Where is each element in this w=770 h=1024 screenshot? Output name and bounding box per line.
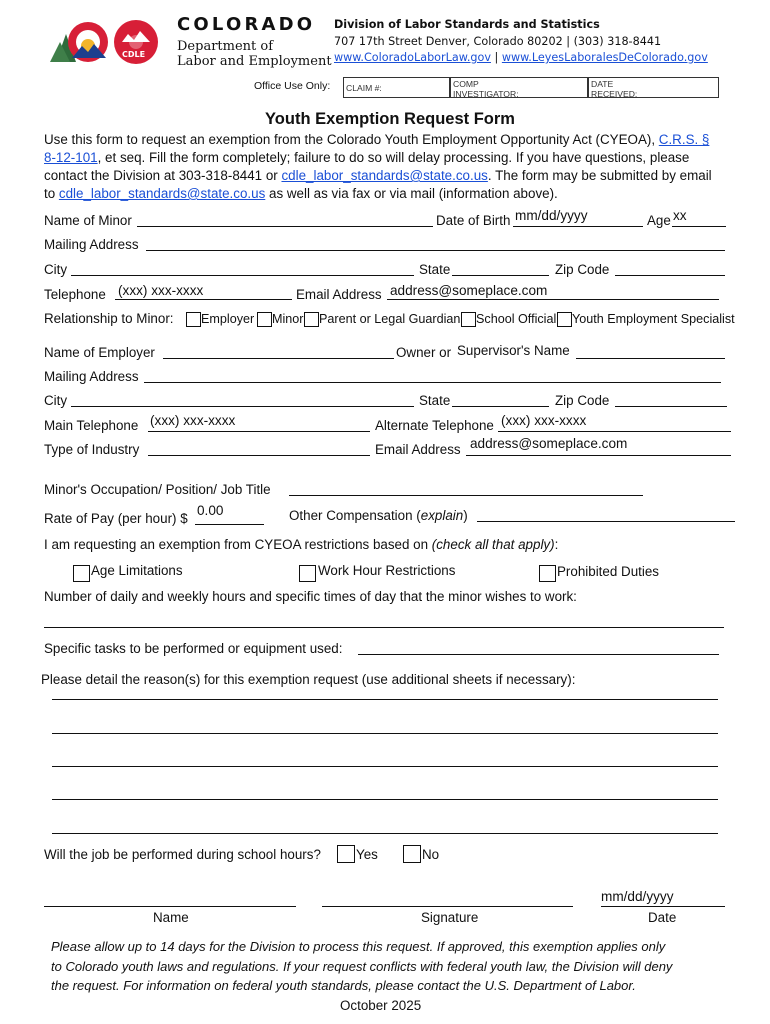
- cdle-logo-text: CDLE: [122, 50, 146, 59]
- relationship-school-checkbox[interactable]: [461, 312, 476, 327]
- processing-note-line-3: the request. For information on federal youth standards, please contact the U.S. Department of Labor.: [51, 978, 636, 993]
- pay-label: Rate of Pay (per hour) $: [44, 511, 188, 526]
- school-hours-no-label: No: [422, 847, 440, 862]
- brand-name: COLORADO: [177, 14, 316, 35]
- minor-phone-field[interactable]: [115, 299, 292, 300]
- minor-email-value[interactable]: address@someplace.com: [390, 283, 548, 298]
- signature-date-value[interactable]: mm/dd/yyyy: [601, 889, 674, 904]
- processing-note: [51, 937, 751, 996]
- received-label: RECEIVED:: [591, 89, 638, 99]
- detail-line-2[interactable]: [52, 733, 718, 734]
- relationship-parent-label: Parent or Legal Guardian: [319, 312, 461, 326]
- comp-investigator-box[interactable]: [450, 77, 588, 98]
- detail-line-4[interactable]: [52, 799, 718, 800]
- work-hours-checkbox[interactable]: [299, 565, 316, 582]
- age-value[interactable]: xx: [673, 208, 687, 223]
- school-hours-no-checkbox[interactable]: [403, 845, 421, 863]
- supervisor-field[interactable]: [576, 358, 725, 359]
- hours-label: Number of daily and weekly hours and specific times of day that the minor wishes to work:: [44, 589, 577, 604]
- minor-name-field[interactable]: [137, 226, 433, 227]
- school-hours-yes-checkbox[interactable]: [337, 845, 355, 863]
- detail-label: Please detail the reason(s) for this exemption request (use additional sheets if necessary):: [41, 672, 576, 687]
- owner-label: Owner or: [396, 345, 452, 360]
- school-hours-label: Will the job be performed during school hours?: [44, 847, 321, 862]
- pay-field[interactable]: [195, 524, 264, 525]
- department-line-2: Labor and Employment: [177, 54, 332, 69]
- other-comp-field[interactable]: [477, 521, 735, 522]
- industry-field[interactable]: [148, 455, 370, 456]
- intro-line-2: 8-12-101, et seq. Fill the form completely; failure to do so will delay processing. If you have questions, please: [44, 150, 690, 165]
- crs-link-cont[interactable]: 8-12-101: [44, 150, 98, 165]
- investigator-label: INVESTIGATOR:: [453, 89, 519, 99]
- main-phone-label: Main Telephone: [44, 418, 139, 433]
- date-signature-line[interactable]: [601, 906, 725, 907]
- claim-number-label: CLAIM #:: [346, 83, 382, 93]
- date-received-box[interactable]: [588, 77, 719, 98]
- minor-email-label: Email Address: [296, 287, 382, 302]
- division-address: 707 17th Street Denver, Colorado 80202 | (303) 318-8441: [334, 35, 662, 48]
- minor-phone-label: Telephone: [44, 287, 106, 302]
- processing-note-line-2: to Colorado youth laws and regulations. If your request conflicts with federal youth law, the Division will deny: [51, 958, 673, 974]
- relationship-school-label: School Official: [476, 312, 557, 326]
- prohibited-duties-checkbox[interactable]: [539, 565, 556, 582]
- minor-state-label: State: [419, 262, 451, 277]
- colorado-logo: [48, 16, 158, 68]
- relationship-employer-label: Employer: [201, 312, 255, 326]
- employer-state-label: State: [419, 393, 451, 408]
- edition-date: October 2025: [340, 998, 422, 1013]
- tasks-field[interactable]: [358, 654, 719, 655]
- school-hours-yes-label: Yes: [356, 847, 378, 862]
- relationship-employer-checkbox[interactable]: [186, 312, 201, 327]
- crs-link[interactable]: C.R.S. §: [658, 132, 710, 147]
- intro-line-3: contact the Division at 303-318-8441 or cdle_labor_standards@state.co.us. The form may be submitted by email: [44, 168, 712, 183]
- employer-email-field[interactable]: [466, 455, 731, 456]
- employer-zip-label: Zip Code: [555, 393, 610, 408]
- relationship-minor-label: Minor: [272, 312, 304, 326]
- email-link[interactable]: cdle_labor_standards@state.co.us: [281, 168, 488, 183]
- age-field[interactable]: [672, 226, 726, 227]
- employer-email-value[interactable]: address@someplace.com: [470, 436, 628, 451]
- minor-phone-value[interactable]: (xxx) xxx-xxxx: [118, 283, 204, 298]
- division-name: Division of Labor Standards and Statistics: [334, 18, 600, 31]
- employer-zip-field[interactable]: [615, 406, 727, 407]
- employer-state-field[interactable]: [452, 406, 549, 407]
- employer-email-label: Email Address: [375, 442, 461, 457]
- relationship-specialist-label: Youth Employment Specialist: [572, 312, 735, 326]
- employer-mailing-label: Mailing Address: [44, 369, 139, 384]
- name-caption: Name: [153, 910, 189, 925]
- age-label: Age: [647, 213, 671, 228]
- relationship-specialist-checkbox[interactable]: [557, 312, 572, 327]
- employer-mailing-field[interactable]: [144, 382, 721, 383]
- prohibited-duties-label: Prohibited Duties: [557, 564, 659, 579]
- occupation-field[interactable]: [289, 495, 643, 496]
- occupation-label: Minor's Occupation/ Position/ Job Title: [44, 482, 271, 497]
- email-link-2[interactable]: cdle_labor_standards@state.co.us: [58, 186, 266, 201]
- date-caption: Date: [648, 910, 677, 925]
- name-signature-line[interactable]: [44, 906, 296, 907]
- industry-label: Type of Industry: [44, 442, 140, 457]
- signature-caption: Signature: [421, 910, 479, 925]
- intro-paragraph: [44, 131, 744, 203]
- detail-line-1[interactable]: [52, 699, 718, 700]
- claim-number-box[interactable]: [343, 77, 450, 98]
- employer-city-field[interactable]: [71, 406, 414, 407]
- exemption-label: I am requesting an exemption from CYEOA restrictions based on (check all that apply):: [44, 537, 559, 552]
- detail-line-3[interactable]: [52, 766, 718, 767]
- office-use-label: Office Use Only:: [254, 80, 331, 92]
- detail-line-5[interactable]: [52, 833, 718, 834]
- dob-field[interactable]: [513, 226, 643, 227]
- minor-email-field[interactable]: [387, 299, 719, 300]
- website-separator: |: [494, 51, 499, 64]
- comp-label: COMP: [453, 79, 479, 89]
- website-link-2[interactable]: www.LeyesLaboralesDeColorado.gov: [501, 51, 708, 64]
- supervisor-label: Supervisor's Name: [457, 343, 570, 358]
- date-label: DATE: [591, 79, 614, 89]
- dob-value[interactable]: mm/dd/yyyy: [515, 208, 588, 223]
- other-comp-label: Other Compensation (explain): [289, 508, 468, 523]
- intro-line-1: Use this form to request an exemption from the Colorado Youth Employment Opportunity Act (CYEOA), C.R.S. §: [44, 132, 710, 147]
- signature-line[interactable]: [322, 906, 573, 907]
- alt-phone-field[interactable]: [498, 431, 731, 432]
- employer-name-label: Name of Employer: [44, 345, 155, 360]
- minor-state-field[interactable]: [452, 275, 549, 276]
- relationship-minor-checkbox[interactable]: [257, 312, 272, 327]
- age-limitations-checkbox[interactable]: [73, 565, 90, 582]
- pay-value[interactable]: 0.00: [197, 503, 224, 518]
- dob-label: Date of Birth: [436, 213, 511, 228]
- intro-line-4: to cdle_labor_standards@state.co.us as well as via fax or via mail (information above).: [44, 186, 558, 201]
- employer-city-label: City: [44, 393, 68, 408]
- employer-name-field[interactable]: [163, 358, 394, 359]
- hours-field[interactable]: [44, 627, 724, 628]
- department-line-1: Department of: [177, 39, 274, 54]
- alt-phone-value[interactable]: (xxx) xxx-xxxx: [501, 413, 587, 428]
- alt-phone-label: Alternate Telephone: [375, 418, 494, 433]
- age-limitations-label: Age Limitations: [91, 563, 183, 578]
- processing-note-line-1: Please allow up to 14 days for the Division to process this request. If approved, this exemption applies only: [51, 939, 666, 954]
- main-phone-field[interactable]: [148, 431, 370, 432]
- relationship-parent-checkbox[interactable]: [304, 312, 319, 327]
- minor-mailing-label: Mailing Address: [44, 237, 139, 252]
- page-title: Youth Exemption Request Form: [265, 110, 515, 128]
- tasks-label: Specific tasks to be performed or equipment used:: [44, 641, 343, 656]
- minor-name-label: Name of Minor: [44, 213, 132, 228]
- minor-city-field[interactable]: [71, 275, 414, 276]
- minor-city-label: City: [44, 262, 68, 277]
- website-link-1[interactable]: www.ColoradoLaborLaw.gov: [334, 51, 491, 64]
- relationship-label: Relationship to Minor:: [44, 311, 174, 326]
- minor-mailing-field[interactable]: [146, 250, 725, 251]
- work-hours-label: Work Hour Restrictions: [318, 563, 456, 578]
- main-phone-value[interactable]: (xxx) xxx-xxxx: [150, 413, 236, 428]
- website-links: [334, 50, 708, 66]
- minor-zip-label: Zip Code: [555, 262, 610, 277]
- minor-zip-field[interactable]: [615, 275, 725, 276]
- colorado-mountain-logo-icon: [48, 16, 158, 68]
